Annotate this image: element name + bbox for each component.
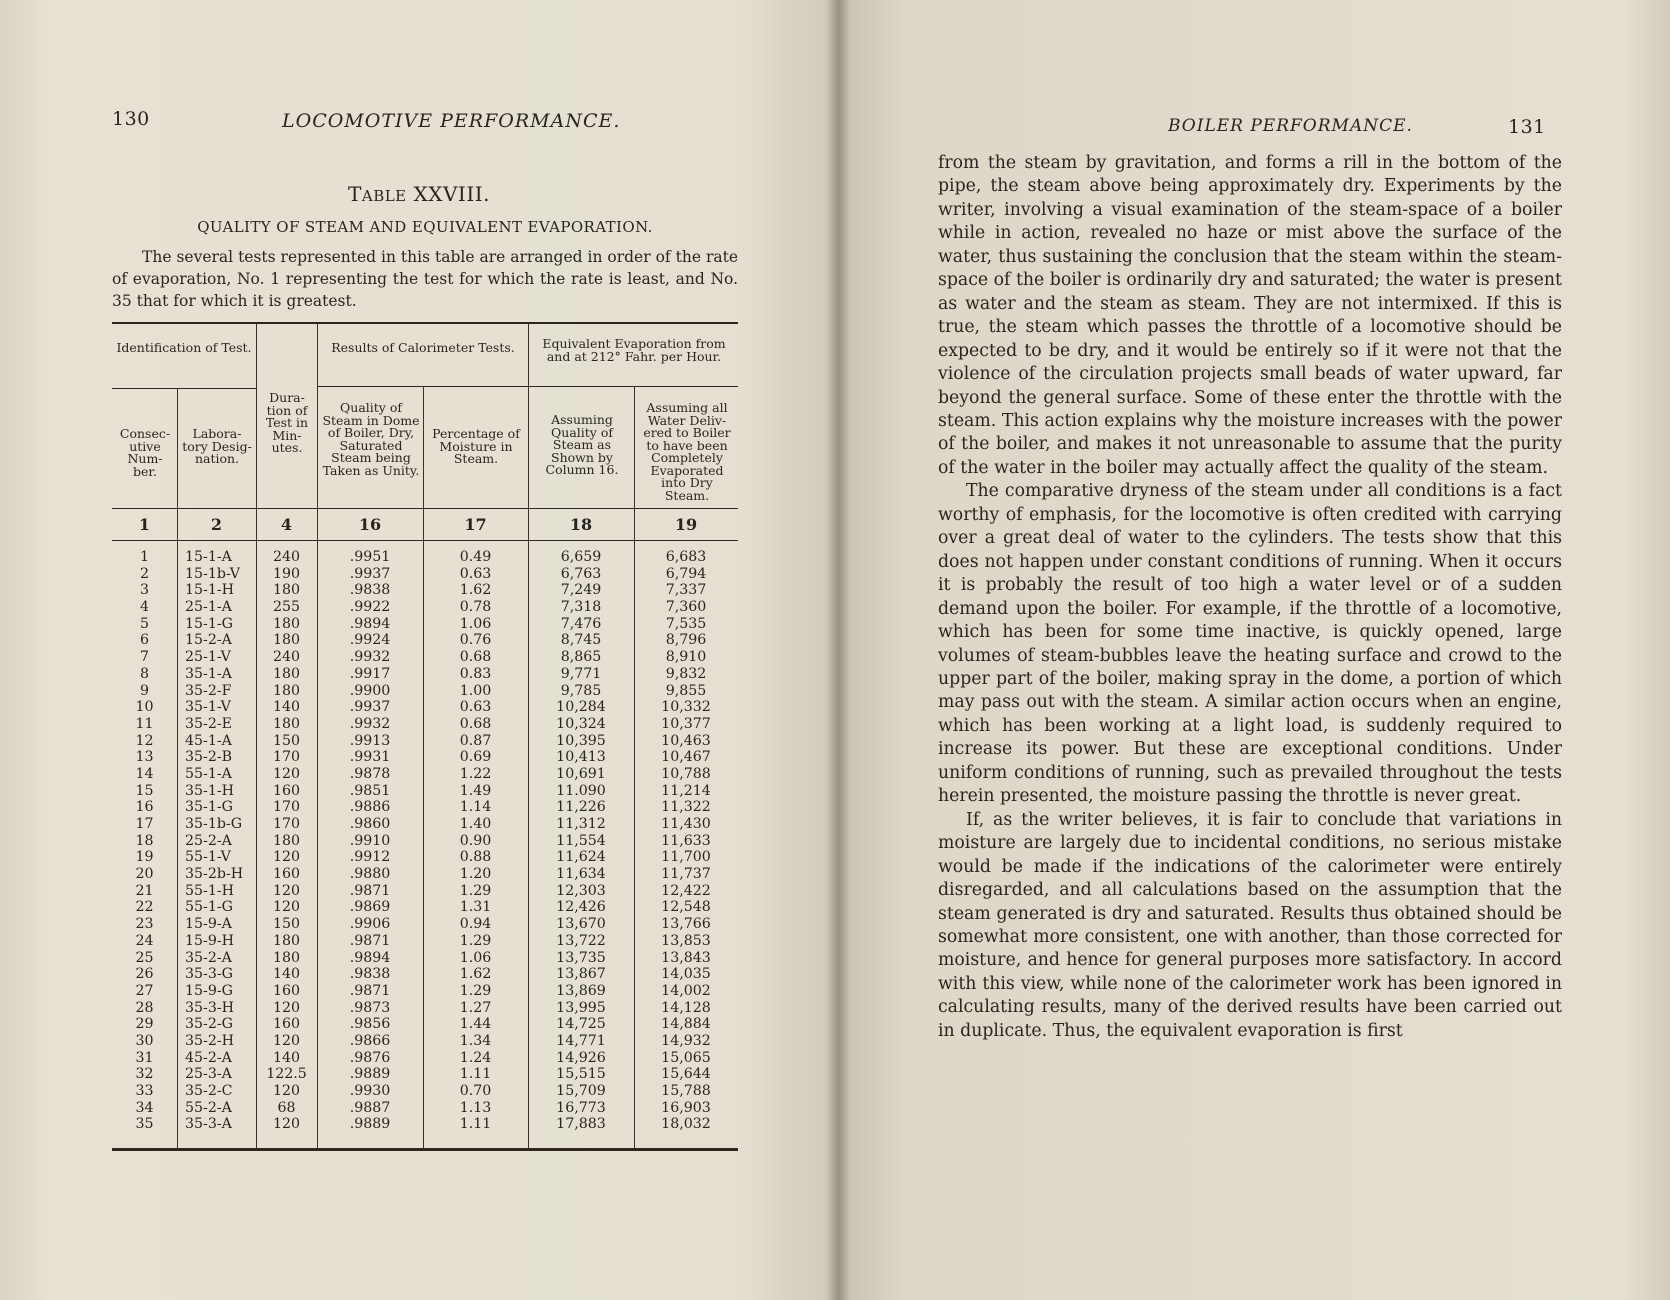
table-cell-evap_quality: 9,771 [560, 665, 602, 682]
table-cell-laboratory: 55-2-A [185, 1099, 232, 1116]
table-cell-quality: .9906 [349, 916, 391, 933]
table-cell-duration: 180 [272, 682, 301, 699]
table-cell-quality: .9937 [349, 565, 391, 582]
colnum-17: 17 [464, 515, 487, 534]
table-cell-evap_quality: 11.090 [556, 782, 606, 799]
table-cell-duration: 170 [272, 749, 301, 766]
table-cell-quality: .9937 [349, 699, 391, 716]
table-cell-quality: .9913 [349, 732, 391, 749]
table-cell-quality: .9889 [349, 1116, 391, 1133]
table-cell-moisture: 0.68 [459, 715, 492, 732]
table-cell-duration: 120 [272, 999, 301, 1016]
table-cell-consecutive: 3 [139, 582, 150, 599]
table-cell-moisture: 1.06 [459, 615, 492, 632]
table-note: The several tests represented in this table are arranged in order of the rate of evaporation, No. 1 representing the test for which the rate is least, and No. 35 that for which it is greatest. [112, 248, 738, 310]
table-cell-duration: 190 [272, 565, 301, 582]
table-cell-evap_all: 11,322 [661, 799, 711, 816]
table-cell-evap_quality: 13,995 [556, 999, 606, 1016]
table-cell-evap_all: 11,633 [661, 832, 711, 849]
table-cell-laboratory: 35-3-G [185, 966, 234, 983]
table-cell-evap_all: 6,683 [665, 549, 707, 565]
table-cell-moisture: 1.62 [459, 966, 492, 983]
table-cell-laboratory: 35-2-H [185, 1032, 235, 1049]
table-cell-evap_all: 11,214 [661, 782, 711, 799]
table-cell-laboratory: 45-2-A [185, 1049, 232, 1066]
table-cell-evap_quality: 8,865 [560, 649, 602, 666]
right-body-text [938, 152, 1562, 1043]
table-cell-laboratory: 35-2-C [185, 1083, 233, 1099]
table-cell-duration: 160 [272, 866, 301, 883]
table-cell-evap_all: 12,548 [661, 899, 711, 916]
table-cell-duration: 255 [272, 599, 301, 616]
table-cell-consecutive: 6 [139, 632, 150, 649]
table-cell-evap_quality: 11,312 [556, 816, 606, 832]
table-cell-consecutive: 30 [135, 1032, 154, 1049]
colnum-4: 4 [280, 515, 293, 534]
table-cell-consecutive: 2 [139, 565, 150, 582]
table-cell-moisture: 1.27 [459, 999, 492, 1016]
table-cell-consecutive: 10 [135, 699, 154, 716]
table-cell-duration: 120 [272, 882, 301, 899]
header-evaporation: Equivalent Evaporation from and at 212° Fahr. per Hour. [542, 336, 726, 364]
table-cell-quality: .9931 [349, 749, 391, 766]
table-cell-quality: .9924 [349, 632, 391, 649]
table-cell-consecutive: 22 [135, 899, 154, 916]
header-assuming-all: Assuming all Water Deliv-ered to Boiler to have been Completely Evaporated into Dry Steam. [643, 400, 731, 503]
table-cell-duration: 180 [272, 932, 301, 949]
table-cell-quality: .9838 [349, 582, 391, 599]
table-cell-evap_quality: 12,426 [556, 899, 606, 916]
table-cell-moisture: 1.31 [459, 899, 492, 916]
paragraph-1: from the steam by gravitation, and forms a rill in the bottom of the pipe, the steam above being approximately dry. Experiments by the writer, involving a visual examination of the steam-space of a boiler while in action, revealed no haze or mist above the surface of the water, thus sustaining the conclusion that the steam within the steam-space of the boiler is ordinarily dry and saturated; the water is present as water and the steam as steam. They are not intermixed. If this is true, the steam which passes the throttle of a locomotive should be expected to be dry, and it would be entirely so if it were not that the violence of the circulation projects small beads of water upward, far beyond the general surface. Some of these enter the throttle with the steam. This action explains why the moisture increases with the power of the boiler, and makes it not unreasonable to assume that the purity of the water in the boiler may actually affect the quality of the steam. [938, 153, 1562, 478]
table-cell-quality: .9838 [349, 966, 391, 983]
table-cell-evap_all: 7,535 [665, 615, 707, 632]
table-cell-consecutive: 4 [139, 599, 150, 616]
table-cell-moisture: 1.06 [459, 949, 492, 966]
table-cell-evap_quality: 11,634 [556, 866, 606, 883]
table-cell-quality: .9930 [349, 1083, 391, 1099]
table-cell-duration: 120 [272, 899, 301, 916]
table-cell-duration: 120 [272, 765, 301, 782]
table-cell-laboratory: 35-2-G [185, 1016, 234, 1033]
table-cell-quality: .9894 [349, 615, 391, 632]
table-cell-evap_all: 9,832 [665, 665, 707, 682]
table-cell-duration: 180 [272, 715, 301, 732]
table-cell-evap_quality: 10,324 [556, 715, 606, 732]
table-cell-quality: .9951 [349, 549, 391, 565]
table-cell-duration: 170 [272, 799, 301, 816]
table-cell-moisture: 1.14 [459, 799, 492, 816]
header-moisture: Percentage of Moisture in Steam. [432, 426, 520, 466]
table-cell-evap_quality: 7,318 [560, 599, 602, 616]
table-cell-duration: 180 [272, 832, 301, 849]
left-page-number: 130 [112, 108, 150, 130]
table-cell-moisture: 0.63 [459, 565, 492, 582]
table-top-rule [112, 322, 738, 324]
table-cell-moisture: 0.68 [459, 649, 492, 666]
table-cell-consecutive: 17 [135, 816, 154, 832]
table-subtitle: QUALITY OF STEAM AND EQUIVALENT EVAPORATION. [197, 218, 653, 236]
table-cell-laboratory: 35-1-V [185, 699, 231, 716]
table-cell-moisture: 0.63 [459, 699, 492, 716]
table-cell-evap_quality: 10,413 [556, 749, 606, 766]
vrule-1 [177, 388, 178, 1148]
table-cell-evap_all: 18,032 [661, 1116, 711, 1133]
table-cell-moisture: 1.22 [459, 765, 492, 782]
table-cell-evap_all: 14,932 [661, 1032, 711, 1049]
table-cell-evap_all: 10,463 [661, 732, 711, 749]
table-cell-duration: 120 [272, 1116, 301, 1133]
table-cell-laboratory: 35-2-E [185, 715, 233, 732]
table-cell-laboratory: 35-2-B [185, 749, 233, 766]
table-cell-evap_quality: 13,867 [556, 966, 606, 983]
table-cell-moisture: 1.29 [459, 982, 492, 999]
table-cell-consecutive: 11 [135, 715, 154, 732]
left-running-title: LOCOMOTIVE PERFORMANCE. [282, 110, 621, 132]
colnum-16: 16 [358, 515, 382, 534]
table-cell-evap_quality: 6,659 [560, 549, 602, 565]
table-cell-laboratory: 55-1-H [185, 882, 235, 899]
table-cell-evap_all: 14,884 [661, 1016, 711, 1033]
table-cell-consecutive: 28 [135, 999, 154, 1016]
table-cell-evap_all: 8,796 [665, 632, 707, 649]
table-cell-laboratory: 25-1-V [185, 649, 231, 666]
table-cell-quality: .9873 [349, 999, 391, 1016]
table-label-number: XXVIII. [413, 182, 490, 206]
column-duration [256, 549, 317, 1133]
colnum-2: 2 [210, 515, 223, 534]
table-cell-evap_quality: 14,725 [556, 1016, 606, 1033]
table-cell-moisture: 0.87 [459, 732, 492, 749]
table-cell-consecutive: 26 [135, 966, 154, 983]
book-gutter [826, 0, 850, 1300]
table-cell-evap_quality: 11,554 [556, 832, 606, 849]
table-cell-duration: 240 [272, 549, 301, 565]
table-cell-quality: .9860 [349, 816, 391, 832]
table-cell-evap_quality: 10,691 [556, 765, 606, 782]
table-cell-duration: 140 [272, 1049, 301, 1066]
table-cell-consecutive: 20 [135, 866, 154, 883]
table-cell-quality: .9886 [349, 799, 391, 816]
right-page-number: 131 [1508, 116, 1546, 138]
table-cell-duration: 180 [272, 632, 301, 649]
table-cell-evap_quality: 12,303 [556, 882, 606, 899]
table-cell-moisture: 0.69 [459, 749, 492, 766]
table-cell-quality: .9922 [349, 599, 391, 616]
table-cell-moisture: 1.00 [459, 682, 492, 699]
table-cell-moisture: 0.70 [459, 1083, 492, 1099]
table-cell-quality: .9900 [349, 682, 391, 699]
column-moisture [423, 549, 528, 1133]
table-bottom-rule [112, 1148, 738, 1151]
table-cell-duration: 180 [272, 665, 301, 682]
table-cell-laboratory: 35-1-A [185, 665, 232, 682]
table-cell-evap_all: 6,794 [665, 565, 707, 582]
colnum-18: 18 [569, 515, 593, 534]
table-cell-laboratory: 15-9-H [185, 932, 235, 949]
table-cell-moisture: 1.44 [459, 1016, 492, 1033]
table-cell-moisture: 1.20 [459, 866, 492, 883]
column-number-rule [112, 540, 738, 541]
table-cell-evap_all: 15,065 [661, 1049, 711, 1066]
table-cell-moisture: 1.11 [459, 1116, 492, 1133]
table-cell-evap_all: 10,332 [661, 699, 711, 716]
table-cell-laboratory: 15-9-A [185, 916, 232, 933]
column-consecutive [112, 549, 177, 1133]
table-cell-evap_quality: 10,284 [556, 699, 606, 716]
table-cell-evap_quality: 14,771 [556, 1032, 606, 1049]
table-cell-moisture: 0.94 [459, 916, 492, 933]
table-cell-laboratory: 15-1-A [185, 549, 232, 565]
header-laboratory: Labora-tory Desig-nation. [182, 426, 252, 466]
table-cell-duration: 122.5 [266, 1066, 307, 1083]
table-cell-moisture: 1.11 [459, 1066, 492, 1083]
table-cell-laboratory: 25-2-A [185, 832, 232, 849]
table-cell-duration: 180 [272, 615, 301, 632]
table-cell-evap_quality: 13,869 [556, 982, 606, 999]
table-cell-evap_all: 10,788 [661, 765, 711, 782]
table-cell-laboratory: 55-1-A [185, 765, 232, 782]
table-cell-evap_quality: 15,709 [556, 1083, 606, 1099]
table-cell-laboratory: 35-1-H [185, 782, 235, 799]
table-cell-quality: .9869 [349, 899, 391, 916]
table-cell-duration: 120 [272, 849, 301, 866]
table-cell-evap_quality: 9,785 [560, 682, 602, 699]
table-cell-consecutive: 35 [135, 1116, 154, 1133]
table-cell-duration: 150 [272, 732, 301, 749]
table-cell-duration: 160 [272, 782, 301, 799]
table-cell-duration: 140 [272, 699, 301, 716]
table-cell-duration: 180 [272, 949, 301, 966]
table-cell-quality: .9876 [349, 1049, 391, 1066]
table-cell-evap_all: 16,903 [661, 1099, 711, 1116]
table-cell-laboratory: 35-1b-G [185, 816, 243, 832]
table-cell-laboratory: 35-3-H [185, 999, 235, 1016]
table-cell-duration: 120 [272, 1083, 301, 1099]
table-cell-evap_quality: 10,395 [556, 732, 606, 749]
table-cell-moisture: 1.62 [459, 582, 492, 599]
table-cell-evap_quality: 11,624 [556, 849, 606, 866]
table-cell-laboratory: 25-1-A [185, 599, 232, 616]
table-cell-consecutive: 14 [135, 765, 154, 782]
table-cell-evap_quality: 17,883 [556, 1116, 606, 1133]
table-cell-consecutive: 19 [135, 849, 154, 866]
table-cell-laboratory: 15-1b-V [185, 565, 240, 582]
header-quality: Quality of Steam in Dome of Boiler, Dry, Saturated Steam being Taken as Unity. [322, 400, 420, 478]
table-cell-duration: 170 [272, 816, 301, 832]
colnum-1: 1 [138, 515, 151, 534]
table-cell-moisture: 1.29 [459, 932, 492, 949]
table-cell-consecutive: 33 [135, 1083, 154, 1099]
table-cell-duration: 160 [272, 1016, 301, 1033]
table-cell-evap_all: 14,128 [661, 999, 711, 1016]
table-cell-evap_all: 14,002 [661, 982, 711, 999]
table-cell-moisture: 1.49 [459, 782, 492, 799]
table-cell-moisture: 1.24 [459, 1049, 492, 1066]
table-cell-consecutive: 9 [139, 682, 150, 699]
paragraph-2: The comparative dryness of the steam under all conditions is a fact worthy of emphasis, for the locomotive is often credited with carrying over a great deal of water to the cylinders. The tests show that this does not happen under constant conditions of running. When it occurs it is probably the result of too high a water level or of a sudden demand upon the boiler. For example, if the throttle of a locomotive, which has been for some time inactive, is quickly opened, large volumes of steam-bubbles leave the heating surface and crowd to the upper part of the boiler, making spray in the dome, a portion of which may pass out with the steam. A similar action occurs when an engine, which has been working at a light load, is suddenly required to increase its power. But these are exceptional conditions. Under uniform conditions of running, such as prevailed throughout the tests herein presented, the moisture passing the throttle is never great. [938, 481, 1562, 807]
identification-group-rule [112, 388, 256, 389]
table-cell-quality: .9866 [349, 1032, 391, 1049]
table-cell-moisture: 0.83 [459, 665, 492, 682]
table-cell-evap_quality: 14,926 [556, 1049, 606, 1066]
table-cell-consecutive: 25 [135, 949, 154, 966]
table-cell-evap_quality: 7,476 [560, 615, 602, 632]
table-cell-evap_all: 15,644 [661, 1066, 711, 1083]
column-laboratory [185, 549, 255, 1133]
table-cell-quality: .9887 [349, 1099, 391, 1116]
table-cell-consecutive: 16 [135, 799, 154, 816]
table-cell-consecutive: 15 [135, 782, 154, 799]
table-cell-quality: .9912 [349, 849, 391, 866]
table-cell-laboratory: 55-1-V [185, 849, 231, 866]
table-cell-consecutive: 31 [135, 1049, 154, 1066]
table-cell-evap_quality: 6,763 [560, 565, 602, 582]
table-cell-quality: .9880 [349, 866, 391, 883]
table-cell-evap_quality: 13,735 [556, 949, 606, 966]
table-cell-consecutive: 5 [139, 615, 150, 632]
column-evap-all [634, 549, 738, 1133]
table-cell-quality: .9932 [349, 649, 391, 666]
table-cell-evap_quality: 7,249 [560, 582, 602, 599]
table-cell-quality: .9871 [349, 882, 391, 899]
table-cell-evap_quality: 13,722 [556, 932, 606, 949]
table-cell-quality: .9856 [349, 1016, 391, 1033]
table-cell-evap_all: 7,337 [665, 582, 707, 599]
table-cell-laboratory: 35-2-A [185, 949, 232, 966]
table-cell-laboratory: 55-1-G [185, 899, 234, 916]
table-cell-moisture: 1.34 [459, 1032, 492, 1049]
table-cell-evap_all: 12,422 [661, 882, 711, 899]
table-cell-evap_quality: 15,515 [556, 1066, 606, 1083]
table-cell-evap_all: 11,430 [661, 816, 711, 832]
table-cell-quality: .9871 [349, 982, 391, 999]
evaporation-group-rule [528, 386, 738, 387]
table-cell-duration: 160 [272, 982, 301, 999]
header-calorimeter: Results of Calorimeter Tests. [331, 340, 515, 355]
table-cell-moisture: 1.13 [459, 1099, 492, 1116]
table-cell-laboratory: 35-2b-H [185, 866, 244, 883]
table-cell-consecutive: 29 [135, 1016, 154, 1033]
header-duration: Dura-tion of Test in Min-utes. [265, 390, 309, 455]
table-cell-evap_all: 10,467 [661, 749, 711, 766]
table-cell-moisture: 0.49 [459, 549, 492, 565]
header-assuming-quality: Assuming Quality of Steam as Shown by Column 16. [545, 412, 619, 477]
table-cell-duration: 180 [272, 582, 301, 599]
table-cell-consecutive: 7 [139, 649, 150, 666]
table-cell-moisture: 0.88 [459, 849, 492, 866]
table-cell-laboratory: 15-1-G [185, 615, 234, 632]
table-cell-evap_quality: 11,226 [556, 799, 606, 816]
table-cell-laboratory: 35-3-A [185, 1116, 232, 1133]
table-cell-consecutive: 1 [139, 549, 150, 565]
table-cell-laboratory: 15-1-H [185, 582, 235, 599]
column-quality [317, 549, 423, 1133]
table-cell-laboratory: 45-1-A [185, 732, 232, 749]
colnum-19: 19 [674, 515, 698, 534]
table-cell-consecutive: 21 [135, 882, 154, 899]
header-consecutive: Consec-utive Num-ber. [119, 426, 171, 479]
table-label-prefix: T [348, 182, 362, 206]
table-cell-consecutive: 8 [139, 665, 150, 682]
table-cell-laboratory: 25-3-A [185, 1066, 232, 1083]
table-cell-consecutive: 18 [135, 832, 154, 849]
table-cell-duration: 120 [272, 1032, 301, 1049]
table-cell-consecutive: 24 [135, 932, 154, 949]
table-cell-evap_all: 8,910 [665, 649, 707, 666]
table-cell-quality: .9871 [349, 932, 391, 949]
table-cell-evap_all: 13,853 [661, 932, 711, 949]
table-title [0, 182, 838, 206]
table-cell-consecutive: 12 [135, 732, 154, 749]
table-cell-consecutive: 34 [135, 1099, 154, 1116]
table-cell-duration: 240 [272, 649, 301, 666]
table-cell-evap_quality: 8,745 [560, 632, 602, 649]
table-cell-evap_all: 7,360 [665, 599, 707, 616]
table-cell-laboratory: 35-2-F [185, 682, 232, 699]
table-cell-evap_all: 11,700 [661, 849, 711, 866]
table-cell-evap_quality: 16,773 [556, 1099, 606, 1116]
table-cell-consecutive: 27 [135, 982, 154, 999]
table-cell-evap_all: 11,737 [661, 866, 711, 883]
table-cell-evap_all: 13,766 [661, 916, 711, 933]
table-cell-evap_all: 9,855 [665, 682, 707, 699]
table-cell-laboratory: 35-1-G [185, 799, 234, 816]
header-bottom-rule [112, 508, 738, 509]
table-cell-quality: .9894 [349, 949, 391, 966]
paragraph-3: If, as the writer believes, it is fair to conclude that variations in moisture are largely due to incidental conditions, no serious mistake would be made if the indications of the calorimeter were entirely disregarded, and all calculations based on the assumption that the steam generated is dry and saturated. Results thus obtained should be somewhat more consistent, one with another, than those corrected for moisture, and hence for general purposes more satisfactory. In accord with this view, while none of the calorimeter work has been ignored in calculating results, many of the derived results have been carried out in duplicate. Thus, the equivalent evaporation is first [938, 809, 1562, 1041]
table-cell-duration: 150 [272, 916, 301, 933]
table-cell-duration: 68 [277, 1099, 296, 1116]
table-cell-laboratory: 15-9-G [185, 982, 234, 999]
table-cell-moisture: 1.40 [459, 816, 492, 832]
table-cell-evap_all: 13,843 [661, 949, 711, 966]
table-cell-consecutive: 23 [135, 916, 154, 933]
table-cell-moisture: 0.76 [459, 632, 492, 649]
table-cell-laboratory: 15-2-A [185, 632, 232, 649]
table-cell-evap_all: 10,377 [661, 715, 711, 732]
table-cell-moisture: 0.78 [459, 599, 492, 616]
table-cell-moisture: 1.29 [459, 882, 492, 899]
table-cell-quality: .9932 [349, 715, 391, 732]
column-evap-quality [528, 549, 634, 1133]
header-identification: Identification of Test. [116, 340, 252, 355]
table-cell-quality: .9878 [349, 765, 391, 782]
table-label-smallcaps: ABLE [361, 187, 407, 205]
table-cell-consecutive: 32 [135, 1066, 154, 1083]
table-cell-moisture: 0.90 [459, 832, 492, 849]
table-cell-evap_all: 14,035 [661, 966, 711, 983]
table-cell-evap_quality: 13,670 [556, 916, 606, 933]
table-cell-consecutive: 13 [135, 749, 154, 766]
table-cell-quality: .9917 [349, 665, 391, 682]
table-cell-duration: 140 [272, 966, 301, 983]
table-cell-evap_all: 15,788 [661, 1083, 711, 1099]
table-cell-quality: .9910 [349, 832, 391, 849]
table-cell-quality: .9851 [349, 782, 391, 799]
table-cell-quality: .9889 [349, 1066, 391, 1083]
right-running-title: BOILER PERFORMANCE. [1168, 116, 1413, 136]
